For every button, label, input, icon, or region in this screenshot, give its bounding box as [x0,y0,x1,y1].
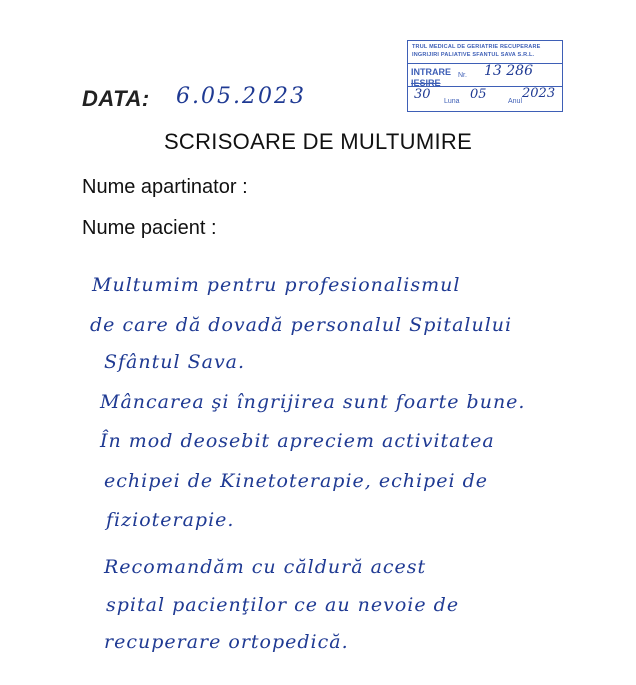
stamp-anul-label: Anul [508,98,523,105]
stamp-institution-line1: TRUL MEDICAL DE GERIATRIE RECUPERARE [412,44,541,50]
stamp-iesire-label: IESIRE [411,78,441,88]
letter-line: de care dă dovadă personalul Spitalului [90,314,513,336]
date-value: 6.05.2023 [176,84,306,109]
document-title: SCRISOARE DE MULTUMIRE [163,129,473,154]
stamp-nr-value: 13 286 [484,63,533,79]
pacient-field-label: Nume pacient : [82,217,217,239]
registration-stamp [407,40,563,112]
letter-line: spital pacienţilor ce au nevoie de [106,594,460,616]
date-label: DATA: [82,86,150,111]
letter-line: fizioterapie. [106,509,235,531]
stamp-luna-value: 05 [470,87,487,102]
letter-line: Multumim pentru profesionalismul [92,274,461,296]
letter-line: În mod deosebit apreciem activitatea [100,430,495,452]
letter-line: Mâncarea şi îngrijirea sunt foarte bune. [100,391,526,413]
letter-line: Recomandăm cu căldură acest [104,556,427,578]
stamp-luna-label: Luna [444,98,460,105]
stamp-nr-label: Nr. [458,72,467,79]
letter-line: recuperare ortopedică. [104,631,349,653]
letter-line: echipei de Kinetoterapie, echipei de [104,470,488,492]
stamp-institution-line2: INGRIJIRI PALIATIVE SFANTUL SAVA S.R.L. [412,52,535,58]
stamp-day-value: 30 [414,87,431,102]
apartinator-field-label: Nume apartinator : [82,176,248,198]
stamp-intrare-label: INTRARE [411,67,451,77]
letter-line: Sfântul Sava. [104,351,246,373]
stamp-anul-value: 2023 [522,86,556,101]
